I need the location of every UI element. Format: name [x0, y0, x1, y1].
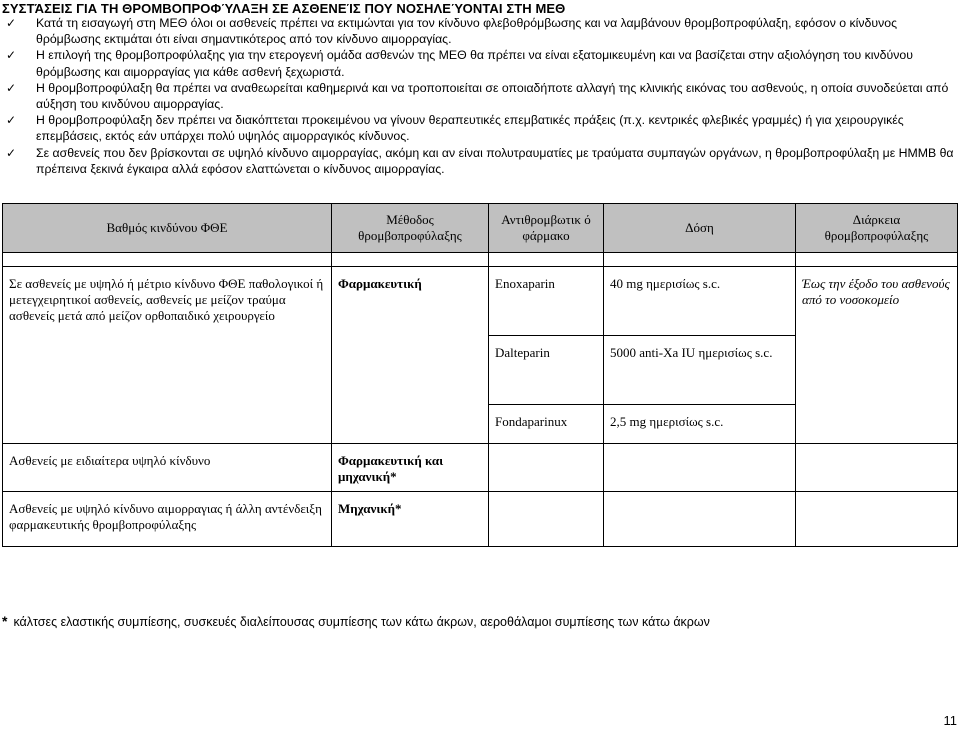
method-pharmacological: Φαρμακευτική [338, 276, 422, 291]
drug-dose: 40 mg ημερισίως s.c. [610, 276, 721, 291]
list-item: ✓ Σε ασθενείς που δεν βρίσκονται σε υψηλό κίνδυνο αιμορραγίας, ακόμη και αν είναι πολυτραυματίες με τραύματα συμπαγών οργάνων, η θρομβοπροφύλαξη με ΗΜΜΒ θα πρέπεινα ξεκινά έγκαιρα αλλά εφόσον ελαττώνεται ο κίνδυνος αιμορραγίας. [6, 145, 954, 176]
drug-name: Dalteparin [495, 345, 550, 360]
check-icon: ✓ [6, 113, 17, 128]
table-header-row [3, 204, 958, 253]
thromboprophylaxis-table [2, 203, 958, 547]
list-item: ✓ Η θρομβοπροφύλαξη δεν πρέπει να διακόπτεται προκειμένου να γίνουν θεραπευτικές επεμβατικές πράξεις (π.χ. κεντρικές φλεβικές γραμμές) ή για χειρουργικές επεμβάσεις, εκτός εάν υπάρχει πολύ υψηλός αιμορραγικός κίνδυνος. [6, 113, 904, 144]
check-icon: ✓ [6, 48, 17, 63]
check-icon: ✓ [6, 145, 17, 160]
check-icon: ✓ [6, 16, 17, 30]
header-risk-level: Βαθμός κινδύνου ΦΘΕ [3, 204, 332, 253]
page-title: ΣΥΣΤΆΣΕΙΣ ΓΙΑ ΤΗ ΘΡΟΜΒΟΠΡΟΦΎΛΑΞΗ ΣΕ ΑΣΘΕΝΕΊΣ ΠΟΥ ΝΟΣΗΛΕΎΟΝΤΑΙ ΣΤΗ ΜΕΘ [2, 1, 566, 16]
list-item: ✓ Η θρομβοπροφύλαξη θα πρέπει να αναθεωρείται καθημερινά και να τροποποιείται σε οποιαδήποτε αλλαγή της κλινικής εικόνας του ασθενούς, η οποία συνοδεύεται από αύξηση του κινδύνου αιμορραγίας. [6, 80, 949, 112]
footnote-marker: * [2, 613, 8, 629]
drug-name: Enoxaparin [495, 276, 555, 291]
header-method: Μέθοδος θρομβοπροφύλαξης [332, 204, 489, 253]
method-mechanical: Μηχανική* [338, 501, 402, 516]
drug-name: Fondaparinux [495, 414, 568, 429]
page-number: 11 [943, 713, 957, 728]
list-item: ✓ Κατά τη εισαγωγή στη ΜΕΘ όλοι οι ασθενείς πρέπει να εκτιμώνται για τον κίνδυνο φλεβοθρόμβωσης και να λαμβάνουν θρομβοπροφύλαξη, εφόσον ο κίνδυνος θρόμβωσης εκτιμάται ότι είναι σημαντικότερος από τον κίνδυνο αιμορραγίας. [6, 16, 898, 47]
header-dose: Δόση [604, 204, 796, 253]
header-duration: Διάρκεια θρομβοπροφύλαξης [796, 204, 958, 253]
table-spacer [3, 253, 958, 267]
drug-dose: 2,5 mg ημερισίως s.c. [610, 414, 724, 429]
duration-cell: Έως την έξοδο του ασθενούς από το νοσοκομείο [802, 276, 950, 307]
check-icon: ✓ [6, 80, 17, 95]
footnote [2, 613, 710, 629]
table-row [3, 267, 958, 336]
table-row [3, 444, 958, 492]
risk-very-high-cell: Ασθενείς με ειδιαίτερα υψηλό κίνδυνο [9, 453, 211, 468]
table-row [3, 492, 958, 547]
recommendations-list [6, 15, 956, 177]
risk-high-cell: Σε ασθενείς με υψηλό ή μέτριο κίνδυνο ΦΘΕ παθολογικοί ή μετεγχειρητικοί ασθενείς, ασθενείς με μείζον τραύμα ασθενείς μετά από μείζον ορθοπαιδικό χειρουργείο [9, 276, 324, 323]
header-drug: Αντιθρομβωτικ ό φάρμακο [489, 204, 604, 253]
list-item: ✓ Η επιλογή της θρομβοπροφύλαξης για την ετερογενή ομάδα ασθενών της ΜΕΘ θα πρέπει να είναι εξατομικευμένη και να βασίζεται στην αξιολόγηση του κινδύνου θρόμβωσης και αιμορραγίας για κάθε ασθενή ξεχωριστά. [6, 48, 913, 79]
drug-dose: 5000 anti-Xa IU ημερισίως s.c. [610, 345, 773, 360]
risk-bleeding-cell: Ασθενείς με υψηλό κίνδυνο αιμορραγιας ή άλλη αντένδειξη φαρμακευτικής θρομβοπροφύλαξης [9, 501, 322, 532]
method-combined: Φαρμακευτική και μηχανική* [338, 453, 444, 484]
footnote-text: κάλτσες ελαστικής συμπίεσης, συσκευές διαλείπουσας συμπίεσης των κάτω άκρων, αεροθάλαμοι συμπίεσης των κάτω άκρων [13, 615, 710, 629]
